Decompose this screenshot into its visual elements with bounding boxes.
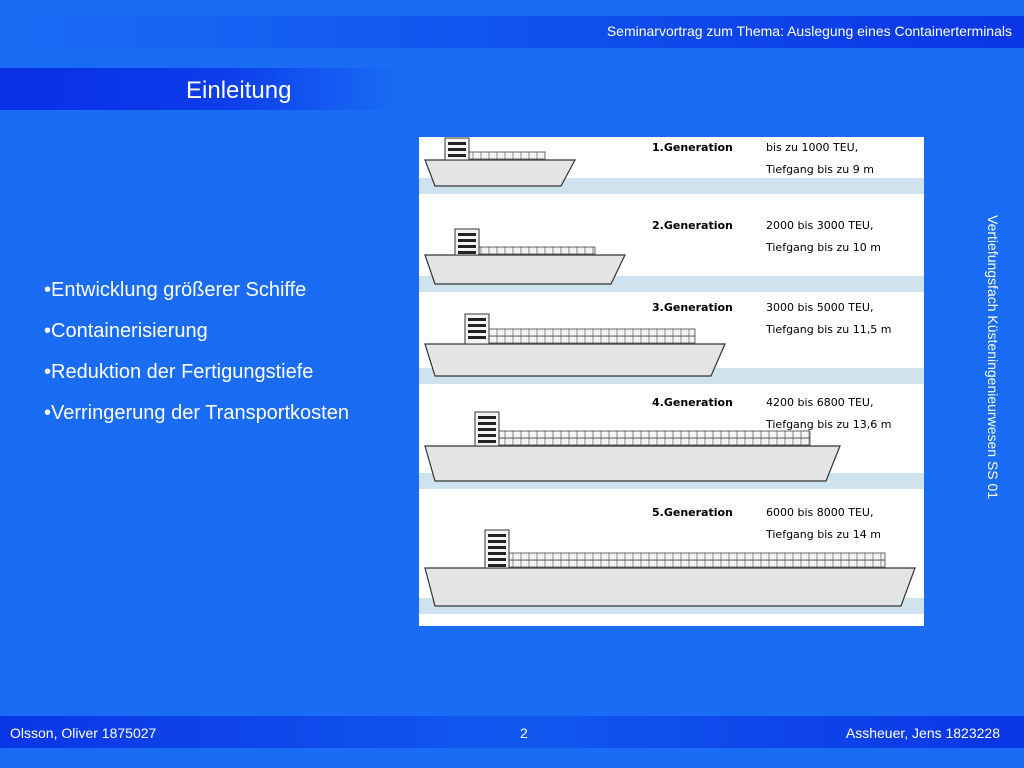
ship-generation-row — [419, 301, 924, 384]
bridge-windows — [468, 318, 486, 321]
bridge-windows — [478, 434, 496, 437]
bridge-windows — [488, 540, 506, 543]
generation-teu: bis zu 1000 TEU, — [766, 141, 859, 154]
bridge-windows — [488, 564, 506, 567]
ship-generations-figure — [419, 137, 924, 626]
bridge-windows — [478, 440, 496, 443]
bridge-windows — [468, 336, 486, 339]
ship-hull — [425, 446, 840, 481]
footer-author-right: Assheuer, Jens 1823228 — [845, 725, 1000, 741]
ship-generation-row — [419, 396, 924, 489]
container-stack — [497, 553, 885, 560]
title-band — [0, 68, 400, 110]
bullet-list — [44, 280, 349, 444]
generation-draft: Tiefgang bis zu 9 m — [766, 163, 874, 176]
page-number: 2 — [520, 725, 528, 741]
bridge-windows — [448, 142, 466, 145]
container-stack — [497, 560, 885, 567]
generation-draft: Tiefgang bis zu 11,5 m — [766, 323, 892, 336]
generation-teu: 6000 bis 8000 TEU, — [766, 506, 874, 519]
bridge-windows — [468, 324, 486, 327]
bridge-windows — [458, 239, 476, 242]
bridge-windows — [458, 245, 476, 248]
bridge-windows — [458, 233, 476, 236]
bridge-windows — [468, 330, 486, 333]
course-side-label: Vertiefungsfach Küsteningenieurwesen SS 01 — [985, 215, 1001, 500]
ship-generation-row — [419, 506, 924, 614]
ship-hull — [425, 344, 725, 376]
generation-teu: 4200 bis 6800 TEU, — [766, 396, 874, 409]
bullet-item: •Verringerung der Transportkosten — [44, 402, 349, 424]
bridge-windows — [448, 154, 466, 157]
ship-hull — [425, 255, 625, 284]
generation-label: 5.Generation — [652, 506, 733, 519]
bullet-item: •Reduktion der Fertigungstiefe — [44, 361, 314, 383]
generation-label: 2.Generation — [652, 219, 733, 232]
bridge-windows — [488, 546, 506, 549]
slide-title: Einleitung — [186, 77, 292, 104]
bridge-windows — [478, 416, 496, 419]
generation-teu: 3000 bis 5000 TEU, — [766, 301, 874, 314]
generation-draft: Tiefgang bis zu 14 m — [766, 528, 881, 541]
footer-band — [0, 716, 1024, 748]
ship-generation-row — [419, 138, 924, 194]
seminar-title: Seminarvortrag zum Thema: Auslegung eines Containerterminals — [606, 23, 1012, 39]
bridge-windows — [488, 558, 506, 561]
bridge-windows — [488, 552, 506, 555]
bridge-windows — [458, 251, 476, 254]
generation-label: 4.Generation — [652, 396, 733, 409]
bridge-windows — [478, 428, 496, 431]
footer-author-left: Olsson, Oliver 1875027 — [10, 725, 157, 741]
generation-label: 3.Generation — [652, 301, 733, 314]
bridge-windows — [478, 422, 496, 425]
generation-draft: Tiefgang bis zu 13,6 m — [766, 418, 892, 431]
generation-teu: 2000 bis 3000 TEU, — [766, 219, 874, 232]
bridge-windows — [448, 148, 466, 151]
generation-label: 1.Generation — [652, 141, 733, 154]
bullet-item: •Containerisierung — [44, 320, 208, 342]
header-band — [0, 16, 1024, 48]
ship-generation-row — [419, 219, 924, 292]
ship-hull — [425, 160, 575, 186]
ship-hull — [425, 568, 915, 606]
bridge-windows — [488, 534, 506, 537]
generation-draft: Tiefgang bis zu 10 m — [766, 241, 881, 254]
ship-generations-illustration — [419, 137, 924, 626]
bullet-item: •Entwicklung größerer Schiffe — [44, 279, 307, 301]
